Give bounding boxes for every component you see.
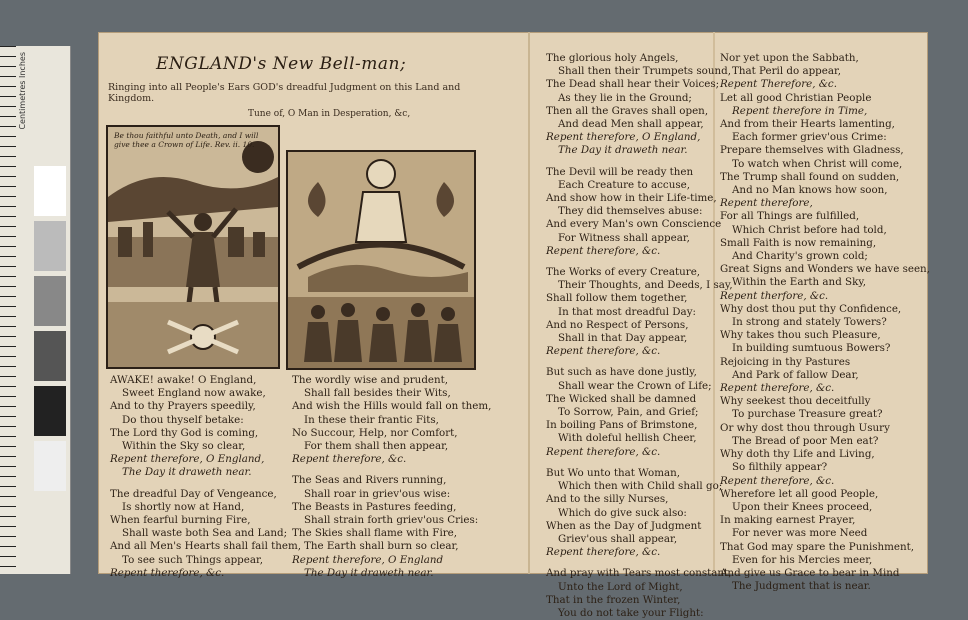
verse-line: The Wicked shall be damned	[546, 392, 697, 405]
verse-line: And give us Grace to bear in Mind	[720, 566, 900, 579]
verse-line: Which do give suck also:	[558, 506, 687, 519]
color-swatch-light-grey	[34, 221, 66, 271]
ruler-units-label: Centimetres Inches	[18, 52, 27, 130]
verse-line: Each former griev'ous Crime:	[732, 131, 887, 144]
verse-line: The Day it draweth near.	[558, 144, 688, 157]
verse-line	[110, 480, 301, 488]
verse-column-3	[546, 52, 733, 620]
verse-line: In strong and stately Towers?	[732, 316, 887, 329]
woodcut-motto: Be thou faithful unto Death, and I will give thee a Crown of Life. Rev. ii. 10.	[114, 131, 259, 149]
verse-line: And to thy Prayers speedily,	[110, 400, 256, 413]
verse-line: Shall in that Day appear,	[558, 332, 688, 345]
verse-line: Repent therefore, &c.	[720, 382, 835, 395]
verse-line: AWAKE! awake! O England,	[110, 374, 257, 386]
verse-line: For them shall then appear,	[304, 440, 449, 453]
verse-line: So filthily appear?	[732, 461, 828, 474]
verse-line: They did themselves abuse:	[558, 205, 703, 218]
verse-line: The Beasts in Pastures feeding,	[292, 500, 457, 513]
tune-line: Tune of, O Man in Desperation, &c,	[248, 109, 411, 119]
verse-line: The Judgment that is near.	[732, 580, 871, 593]
woodcut-last-judgment	[286, 150, 476, 370]
verse-line: To purchase Treasure great?	[732, 408, 883, 421]
verse-line: The Bread of poor Men eat?	[732, 434, 879, 447]
verse-line: Repent therefore, &c.	[720, 474, 835, 487]
verse-line: Repent therefore, O England,	[546, 131, 701, 144]
verse-line: Which then with Child shall go;	[558, 480, 723, 493]
verse-line: Prepare themselves with Gladness,	[720, 144, 904, 157]
verse-line: For Witness shall appear,	[558, 231, 690, 244]
verse-line: And from their Hearts lamenting,	[720, 118, 895, 131]
verse-line: Rejoicing in thy Pastures	[720, 355, 851, 368]
verse-line: Their Thoughts, and Deeds, I say,	[558, 279, 733, 292]
verse-line: And to the silly Nurses,	[546, 493, 669, 506]
verse-line: That in the frozen Winter,	[546, 593, 681, 606]
verse-line: And Charity's grown cold;	[732, 250, 868, 263]
verse-line: Shall then their Trumpets sound,	[558, 65, 731, 78]
verse-column-4	[720, 52, 930, 593]
verse-line: To watch when Christ will come,	[732, 157, 903, 170]
verse-line: The Skies shall flame with Fire,	[292, 527, 458, 540]
verse-line: Shall follow them together,	[546, 292, 688, 305]
color-swatch-dark-grey	[34, 331, 66, 381]
broadside-title: ENGLAND's New Bell-man;	[156, 54, 407, 74]
verse-line: Which Christ before had told,	[732, 223, 887, 236]
verse-line: Is shortly now at Hand,	[122, 500, 245, 513]
verse-line: And Park of fallow Dear,	[732, 368, 859, 381]
verse-line: Each Creature to accuse,	[558, 178, 690, 191]
verse-line: Then all the Graves shall open,	[546, 104, 709, 117]
verse-line: No Succour, Help, nor Comfort,	[292, 426, 458, 439]
verse-line: Unto the Lord of Might,	[558, 580, 683, 593]
paper-fold	[528, 32, 530, 574]
verse-line: Shall waste both Sea and Land;	[122, 527, 288, 540]
verse-line: Why takes thou such Pleasure,	[720, 329, 881, 342]
verse-line: In making earnest Prayer,	[720, 514, 856, 527]
verse-line: Do thou thyself betake:	[122, 413, 244, 426]
verse-line: The Earth shall burn so clear,	[304, 540, 459, 553]
color-swatch-white	[34, 166, 66, 216]
verse-line: Repent therefore, &c.	[546, 244, 661, 257]
verse-line: Griev'ous shall appear,	[558, 532, 678, 545]
verse-line: And every Man's own Conscience	[546, 218, 722, 231]
verse-line: Repent therefore, O England,	[110, 453, 265, 466]
verse-line: And no Man knows how soon,	[732, 184, 888, 197]
verse-line: In that most dreadful Day:	[558, 305, 696, 318]
color-swatch-grey	[34, 276, 66, 326]
verse-line: The wordly wise and prudent,	[292, 374, 449, 386]
verse-line: The Day it draweth near.	[304, 566, 434, 579]
broadside-sheet	[98, 32, 930, 619]
woodcut-bellman	[106, 125, 280, 369]
woodcut-bellman-illustration	[108, 127, 278, 367]
verse-line: And no Respect of Persons,	[546, 318, 689, 331]
verse-line: As they lie in the Ground;	[558, 91, 692, 104]
verse-line: Wherefore let all good People,	[720, 487, 879, 500]
verse-line: Or why dost thou through Usury	[720, 421, 890, 434]
verse-line: Why seekest thou deceitfully	[720, 395, 871, 408]
verse-line: Repent Therefore, &c.	[720, 78, 837, 91]
verse-line: You do not take your Flight:	[558, 606, 704, 619]
verse-column-1	[110, 374, 301, 580]
verse-line: And show how in their Life-time,	[546, 192, 717, 205]
verse-line: But such as have done justly,	[546, 366, 697, 379]
verse-line: Why dost thou put thy Confidence,	[720, 302, 902, 315]
verse-line: Shall roar in griev'ous wise:	[304, 487, 451, 500]
verse-line: The Trump shall found on sudden,	[720, 170, 900, 183]
verse-line	[546, 459, 733, 467]
verse-line: Repent therefore, &c.	[292, 453, 407, 466]
verse-line: The glorious holy Angels,	[546, 52, 679, 64]
verse-line	[546, 358, 733, 366]
verse-line: The Day it draweth near.	[122, 466, 252, 479]
verse-line: That Peril do appear,	[732, 65, 842, 78]
verse-line: Repent therefore, &c.	[110, 566, 225, 579]
color-swatch-offwhite	[34, 441, 66, 491]
verse-line: When as the Day of Judgment	[546, 519, 702, 532]
verse-line: To see such Things appear,	[122, 553, 264, 566]
ruler-ticks	[0, 46, 16, 574]
verse-line: Repent therfore, &c.	[720, 289, 829, 302]
verse-line: Even for his Mercies meer,	[732, 553, 873, 566]
verse-line	[546, 559, 733, 567]
verse-line: Upon their Knees proceed,	[732, 500, 873, 513]
verse-line: But Wo unto that Woman,	[546, 466, 681, 479]
verse-line: In these their frantic Fits,	[304, 413, 439, 426]
verse-line: And dead Men shall appear,	[558, 118, 704, 131]
verse-line: Great Signs and Wonders we have seen,	[720, 263, 930, 276]
verse-line: Shall strain forth griev'ous Cries:	[304, 514, 479, 527]
verse-line: Why doth thy Life and Living,	[720, 448, 875, 461]
verse-column-2	[292, 374, 491, 580]
verse-line: With doleful hellish Cheer,	[558, 432, 697, 445]
verse-line: Repent therefore, &c.	[546, 345, 661, 358]
verse-line: Sweet England now awake,	[122, 387, 266, 400]
verse-line	[292, 466, 491, 474]
verse-line: And wish the Hills would fall on them,	[292, 400, 492, 413]
color-swatch-black	[34, 386, 66, 436]
verse-line: Nor yet upon the Sabbath,	[720, 52, 859, 64]
verse-line: The Seas and Rivers running,	[292, 474, 447, 487]
verse-line: The Dead shall hear their Voices;	[546, 78, 720, 91]
verse-line: Within the Sky so clear,	[122, 440, 246, 453]
verse-line: The dreadful Day of Vengeance,	[110, 487, 277, 500]
verse-line: Shall wear the Crown of Life;	[558, 379, 712, 392]
broadside-subtitle: Ringing into all People's Ears GOD's dreadful Judgment on this Land and Kingdom.	[108, 82, 461, 104]
verse-line: Let all good Christian People	[720, 91, 872, 104]
verse-line: And all Men's Hearts shall fail them,	[110, 540, 302, 553]
verse-line: For all Things are fulfilled,	[720, 210, 860, 223]
verse-line: To Sorrow, Pain, and Grief;	[558, 406, 699, 419]
verse-line: Repent therefore,	[720, 197, 813, 210]
verse-line: Small Faith is now remaining,	[720, 236, 877, 249]
verse-line	[546, 158, 733, 166]
verse-line: When fearful burning Fire,	[110, 514, 251, 527]
verse-line: And pray with Tears most constant,	[546, 567, 732, 580]
verse-line	[546, 258, 733, 266]
verse-line: Repent therefore, &c.	[546, 445, 661, 458]
verse-line: The Works of every Creature,	[546, 266, 701, 279]
verse-line: Shall fall besides their Wits,	[304, 387, 451, 400]
woodcut-judgment-illustration	[288, 152, 474, 368]
verse-line: For never was more Need	[732, 527, 868, 540]
verse-line: Repent therefore in Time,	[732, 104, 868, 117]
verse-line: The Lord thy God is coming,	[110, 426, 259, 439]
measuring-ruler	[0, 46, 71, 574]
verse-line: The Devil will be ready then	[546, 165, 694, 178]
verse-line: Repent therefore, O England	[292, 553, 444, 566]
verse-line: That God may spare the Punishment,	[720, 540, 915, 553]
verse-line: In building sumtuous Bowers?	[732, 342, 891, 355]
verse-line: In boiling Pans of Brimstone,	[546, 419, 698, 432]
verse-line: Repent therefore, &c.	[546, 546, 661, 559]
verse-line: Within the Earth and Sky,	[732, 276, 867, 289]
